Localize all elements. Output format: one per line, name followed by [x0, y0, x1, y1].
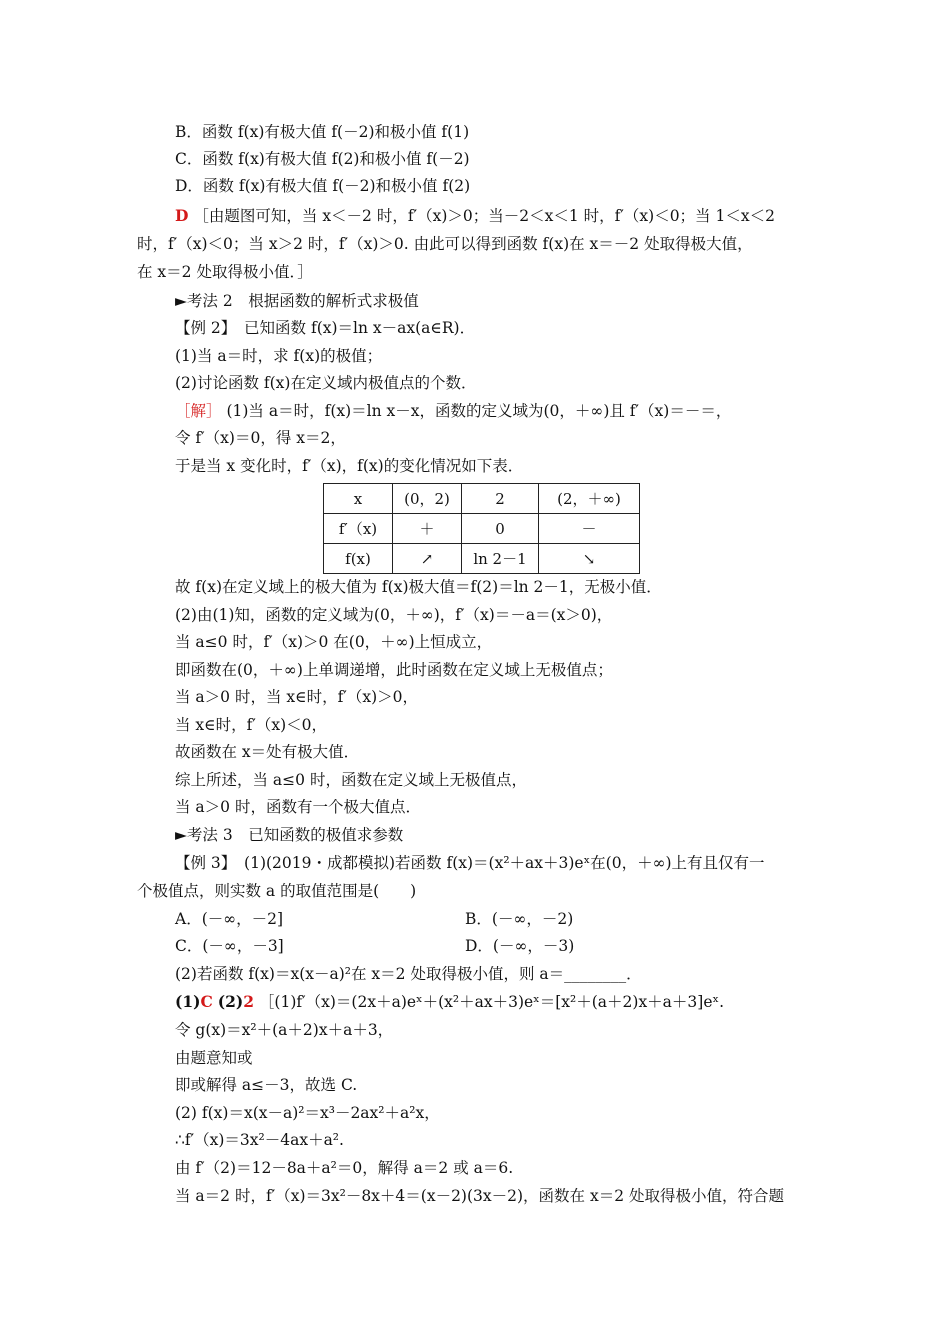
- answer-line-3: 在 x＝2 处取得极小值．］: [137, 263, 313, 281]
- example-3-option-c: C．(－∞，－3]: [175, 937, 284, 955]
- table-row: [324, 484, 640, 514]
- solution-line-10: 故函数在 x＝处有极大值．: [175, 743, 360, 761]
- answer-part-1-label: (1): [175, 992, 201, 1011]
- derivation-line-5: ∴f′（x)＝3x²－4ax＋a².: [175, 1131, 344, 1149]
- solution-line-7: 即函数在(0，＋∞)上单调递增，此时函数在定义域上无极值点；: [175, 661, 613, 679]
- example-3-option-a: A．(－∞，－2]: [175, 910, 284, 928]
- solution-line-3: 于是当 x 变化时，f′（x)，f(x)的变化情况如下表．: [175, 457, 524, 475]
- solution-line-5: (2)由(1)知，函数的定义域为(0，＋∞)，f′（x)＝－a＝(x＞0)，: [175, 606, 613, 624]
- solution-line-4: 故 f(x)在定义域上的极大值为 f(x)极大值＝f(2)＝ln 2－1，无极小值．: [175, 578, 662, 596]
- example-2-part-1: (1)当 a＝时，求 f(x)的极值；: [175, 347, 383, 365]
- solution-line-1: [175, 401, 731, 421]
- example-3-option-b: B．(－∞，－2): [465, 910, 574, 928]
- answer-line-1: [175, 206, 775, 226]
- derivation-line-7: 当 a＝2 时，f′（x)＝3x²－8x＋4＝(x－2)(3x－2)，函数在 x＝2 处取得极小值，符合题: [175, 1187, 784, 1205]
- answer-explanation: ［由题图可知，当 x＜－2 时，f′（x)＞0；当－2＜x＜1 时，f′（x)＜0；当 1＜x＜2: [193, 207, 775, 225]
- table-cell: 2: [462, 484, 539, 514]
- solution-line-9: 当 x∈时，f′（x)＜0，: [175, 716, 328, 734]
- example-3-title: 【例 3】 (1)(2019・成都模拟)若函数 f(x)＝(x²＋ax＋3)eˣ在(0，＋∞)上有且仅有一: [175, 854, 765, 872]
- section-heading-2: ►考法 2 根据函数的解析式求极值: [175, 292, 419, 310]
- example-3-option-d: D．(－∞，－3): [465, 937, 575, 955]
- variation-table: [323, 483, 640, 574]
- table-cell: ↘: [539, 544, 640, 574]
- solution-text: (1)当 a＝时，f(x)＝ln x－x，函数的定义域为(0，＋∞)且 f′（x)＝－＝，: [226, 402, 732, 420]
- answer-line-2: 时，f′（x)＜0；当 x＞2 时，f′（x)＞0. 由此可以得到函数 f(x)在 x＝－2 处取得极大值，: [137, 235, 753, 253]
- table-cell: (0，2): [393, 484, 462, 514]
- section-heading-3: ►考法 3 已知函数的极值求参数: [175, 826, 404, 844]
- derivation-line-1: 令 g(x)＝x²＋(a＋2)x＋a＋3，: [175, 1021, 394, 1039]
- derivation-line-3: 即或解得 a≤－3，故选 C.: [175, 1076, 358, 1094]
- table-cell: ↗: [393, 544, 462, 574]
- solution-line-11: 综上所述，当 a≤0 时，函数在定义域上无极值点，: [175, 771, 527, 789]
- answer-part-1-value: C: [200, 992, 213, 1011]
- solution-line-12: 当 a＞0 时，函数有一个极大值点．: [175, 798, 421, 816]
- table-row: [324, 544, 640, 574]
- derivation-line-2: 由题意知或: [175, 1049, 253, 1067]
- answer-part-2-value: 2: [243, 992, 254, 1011]
- answer-derivation: ［(1)f′（x)＝(2x＋a)eˣ＋(x²＋ax＋3)eˣ＝[x²＋(a＋2)x＋a＋3]eˣ.: [258, 993, 724, 1011]
- table-cell: 0: [462, 514, 539, 544]
- table-cell: x: [324, 484, 393, 514]
- example-2-title: 【例 2】 已知函数 f(x)＝ln x－ax(a∈R)．: [175, 319, 476, 337]
- solution-line-8: 当 a＞0 时，当 x∈时，f′（x)＞0，: [175, 688, 419, 706]
- example-2-part-2: (2)讨论函数 f(x)在定义域内极值点的个数．: [175, 374, 477, 392]
- table-cell: f(x): [324, 544, 393, 574]
- solution-line-2: 令 f′（x)＝0，得 x＝2，: [175, 429, 346, 447]
- table-cell: (2，＋∞): [539, 484, 640, 514]
- solution-line-6: 当 a≤0 时，f′（x)＞0 在(0，＋∞)上恒成立，: [175, 633, 493, 651]
- solution-label: ［解］: [175, 402, 222, 420]
- option-d: D．函数 f(x)有极大值 f(－2)和极小值 f(2): [175, 177, 471, 195]
- table-cell: f′（x): [324, 514, 393, 544]
- table-cell: －: [539, 514, 640, 544]
- example-3-answer: [175, 992, 724, 1012]
- answer-letter: D: [175, 206, 189, 225]
- table-row: [324, 514, 640, 544]
- table-cell: ＋: [393, 514, 462, 544]
- example-3-line-2: 个极值点，则实数 a 的取值范围是( ): [137, 882, 417, 900]
- option-c: C．函数 f(x)有极大值 f(2)和极小值 f(－2): [175, 150, 470, 168]
- derivation-line-6: 由 f′（2)＝12－8a＋a²＝0，解得 a＝2 或 a＝6.: [175, 1159, 514, 1177]
- option-b: B．函数 f(x)有极大值 f(－2)和极小值 f(1): [175, 123, 470, 141]
- answer-part-2-label: (2): [217, 992, 244, 1011]
- derivation-line-4: (2) f(x)＝x(x－a)²＝x³－2ax²＋a²x，: [175, 1104, 440, 1122]
- example-3-part-2: (2)若函数 f(x)＝x(x－a)²在 x＝2 处取得极小值，则 a＝________．: [175, 965, 642, 983]
- table-cell: ln 2－1: [462, 544, 539, 574]
